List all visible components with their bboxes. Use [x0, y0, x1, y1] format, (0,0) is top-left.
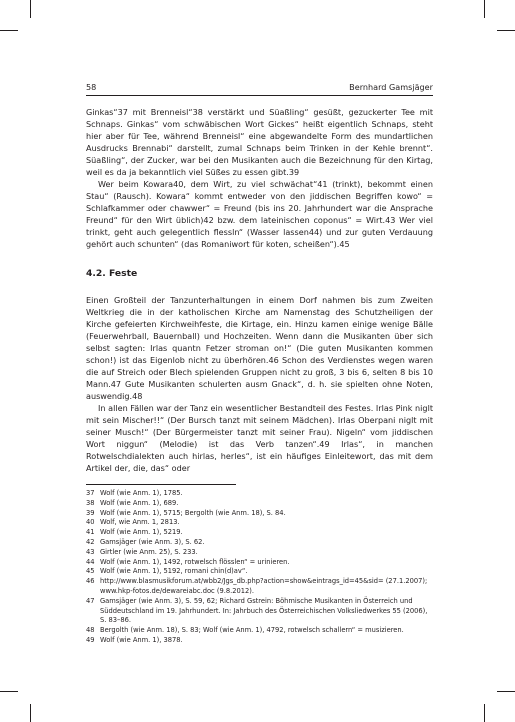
- paragraph: Wer beim Kowara40, dem Wirt, zu viel schwächat“41 (trinkt), bekommt einen Stau“ (Rausch). Kowara“ kommt entweder von den jiddischen Begriffen kowo“ = Schlafkammer oder chawwer“ = Freund (bis ins 20. Jahrhundert war die Ansprache Freund“ für den Wirt üblich)42 bzw. dem lateinischen coponus“ = Wirt.43 Wer viel trinkt, geht auch gelegentlich flessln“ (Wasser lassen44) und zur guten Verdauung gehört auch schunten“ (das Romaniwort für koten, scheißen“).45: [86, 179, 433, 249]
- footnote-rule: [86, 484, 236, 485]
- paragraph: Einen Großteil der Tanzunterhaltungen in einem Dorf nahmen bis zum Zweiten Weltkrieg die in der katholischen Kirche am Namenstag des Schutzheiligen der Kirche gefeierten Kirchweihfeste, die Kirtage, ein. Hinzu kamen einige wenige Bälle (Feuerwehrball, Bauernball) und Hochzeiten. Wenn dann die Musikanten über sich selbst sagten: Irlas quantn Fetzer stroman on!“ (Die guten Musikanten kommen schon!) ist das Eigenlob nicht zu überhören.46 Schon des Verdienstes wegen waren die auf Streich oder Blech spielenden Gruppen nicht zu groß, 3 bis 6, selten 8 bis 10 Mann.47 Gute Musikanten schulerten ausm Gnack“, d. h. sie spielten ohne Noten, auswendig.48: [86, 295, 433, 401]
- footnote: 37 Wolf (wie Anm. 1), 1785.: [86, 489, 183, 497]
- crop-mark: [30, 0, 31, 18]
- running-header: [86, 82, 433, 92]
- paragraph: In allen Fällen war der Tanz ein wesentlicher Bestandteil des Festes. Irlas Pink niglt mit sein Mischer!!“ (Der Bursch tanzt mit seinem Mädchen). Irlas Oberpani niglt mit seiner Musch!“ (Der Bürgermeister tanzt mit seiner Frau). Nigeln“ vom jiddischen Wort niggun“ (Melodie) ist das Verb tanzen“.49 Irlas“, in manchen Rotwelschdialekten auch hirlas, herles“, ist ein häufiges Einleitewort, das mit dem Artikel der, die, das“ oder: [86, 403, 433, 473]
- footnote: 44 Wolf (wie Anm. 1), 1492, rotwelsch flösslen“ = urinieren.: [86, 557, 290, 566]
- footnotes: [86, 489, 433, 646]
- crop-mark: [0, 30, 18, 31]
- running-head-author: Bernhard Gamsjäger: [349, 82, 433, 92]
- crop-mark: [30, 704, 31, 722]
- crop-mark: [484, 704, 485, 722]
- header-rule: [86, 95, 433, 96]
- footnote: 43 Girtler (wie Anm. 25), S. 233.: [86, 547, 198, 556]
- crop-mark: [497, 691, 515, 692]
- crop-mark: [497, 30, 515, 31]
- footnote: 49 Wolf (wie Anm. 1), 3878.: [86, 635, 183, 644]
- crop-mark: [484, 0, 485, 18]
- page-content: [86, 82, 433, 646]
- paragraph: Ginkas“37 mit Brenneisl“38 verstärkt und Süaßling“ gesüßt, gezuckerter Tee mit Schnaps. Ginkas“ vom schwäbischen Wort Gickes“ heißt eigentlich Schnaps, steht hier aber für Tee, während Brenneisl“ eine abgewandelte Form des mundartlichen Ausdrucks Brennabi“ darstellt, zumal Schnaps beim Trinken in der Kehle brennt“. Süaßling“, der Zucker, war bei den Musikanten auch die Bezeichnung für den Kirtag, weil es da ja bekanntlich viel Süßes zu essen gibt.39: [86, 107, 433, 177]
- footnote: 40 Wolf, wie Anm. 1, 2813.: [86, 518, 180, 527]
- page-number: 58: [86, 82, 97, 92]
- footnote: 38 Wolf (wie Anm. 1), 689.: [86, 498, 179, 507]
- body-text: [86, 106, 433, 474]
- footnote: 46 http://www.blasmusikforum.at/wbb2/Jgs_db.php?action=show&eintrags_id=45&sid= (27.1.2007); www.hkp-fotos.de/dewareiabc.doc (9.8.2012).: [86, 577, 428, 595]
- footnote: 42 Gamsjäger (wie Anm. 3), S. 62.: [86, 537, 205, 546]
- footnote: 45 Wolf (wie Anm. 1), 5192, romani chin(d)av“.: [86, 567, 248, 576]
- footnote: 39 Wolf (wie Anm. 1), 5715; Bergolth (wie Anm. 18), S. 84.: [86, 508, 286, 517]
- crop-mark: [0, 691, 18, 692]
- footnote: 41 Wolf (wie Anm. 1), 5219.: [86, 528, 183, 537]
- footnote: 48 Bergolth (wie Anm. 18), S. 83; Wolf (wie Anm. 1), 4792, rotwelsch schallern“ = musizieren.: [86, 626, 404, 635]
- section-heading: 4.2. Feste: [86, 268, 138, 279]
- footnote: 47 Gamsjäger (wie Anm. 3), S. 59, 62; Richard Gstrein: Böhmische Musikanten in Österreich und Süddeutschland im 19. Jahrhundert. In: Jahrbuch des Österreichischen Volksliedwerkes 55 (2006), S. 83–86.: [86, 596, 428, 625]
